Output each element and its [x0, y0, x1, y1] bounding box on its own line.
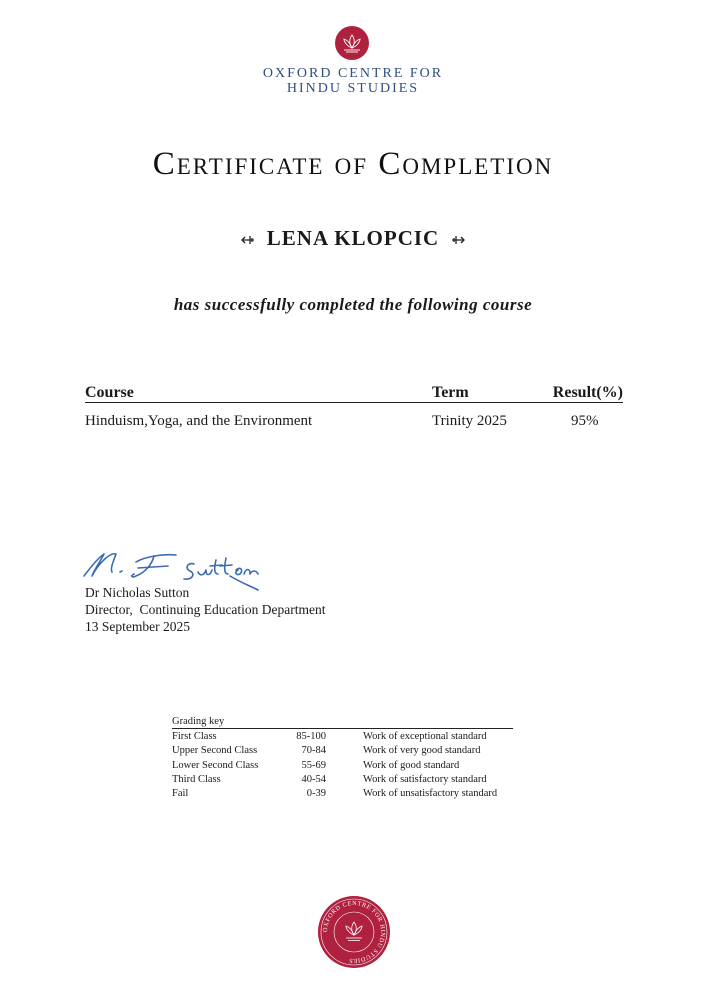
left-ornament-icon	[241, 235, 255, 245]
grade-row	[172, 731, 513, 745]
grade-description: Work of good standard	[363, 759, 460, 771]
grade-name: First Class	[172, 731, 217, 742]
recipient-row	[0, 226, 706, 251]
grade-name: Fail	[172, 788, 189, 800]
right-ornament-icon	[451, 235, 465, 245]
grade-range: 55-69	[301, 759, 326, 771]
grade-range: 0-39	[306, 788, 326, 800]
seal-emblem-icon	[318, 896, 390, 968]
recipient-name: LENA KLOPCIC	[266, 226, 440, 250]
term-header: Term	[432, 384, 469, 401]
org-name-line2: HINDU STUDIES	[286, 81, 420, 96]
lotus-emblem-icon	[335, 26, 369, 60]
grade-name: Upper Second Class	[172, 745, 258, 757]
course-cell: Hinduism,Yoga, and the Environment	[85, 413, 313, 429]
grade-row	[172, 745, 513, 759]
grade-description: Work of exceptional standard	[363, 731, 487, 742]
course-header: Course	[85, 384, 134, 401]
grade-name: Third Class	[172, 773, 221, 785]
grade-description: Work of unsatisfactory standard	[363, 788, 498, 800]
signature-date: 13 September 2025	[85, 619, 190, 634]
result-header: Result(%)	[552, 384, 623, 401]
grading-key	[172, 716, 513, 802]
signatory-role: Director, Continuing Education Department	[85, 602, 326, 617]
certificate-title: Certificate of Completion	[152, 146, 554, 182]
signatory-name: Dr Nicholas Sutton	[85, 585, 190, 600]
course-table-header	[85, 382, 623, 403]
grade-row	[172, 788, 513, 802]
org-name-line1: OXFORD CENTRE FOR	[262, 66, 444, 81]
grade-row	[172, 760, 513, 774]
grade-row	[172, 774, 513, 788]
result-cell: 95%	[571, 413, 599, 429]
grade-description: Work of very good standard	[363, 745, 481, 757]
grade-name: Lower Second Class	[172, 759, 259, 771]
signatory-block	[85, 584, 326, 635]
completion-statement: has successfully completed the following course	[173, 295, 533, 314]
grade-range: 85-100	[296, 731, 326, 742]
grade-range: 40-54	[301, 773, 326, 785]
grade-range: 70-84	[301, 745, 326, 757]
seal-text: OXFORD CENTRE FOR HINDU STUDIES	[321, 899, 387, 965]
grading-key-title: Grading key	[172, 716, 513, 729]
term-cell: Trinity 2025	[432, 413, 507, 429]
grade-description: Work of satisfactory standard	[363, 773, 487, 785]
